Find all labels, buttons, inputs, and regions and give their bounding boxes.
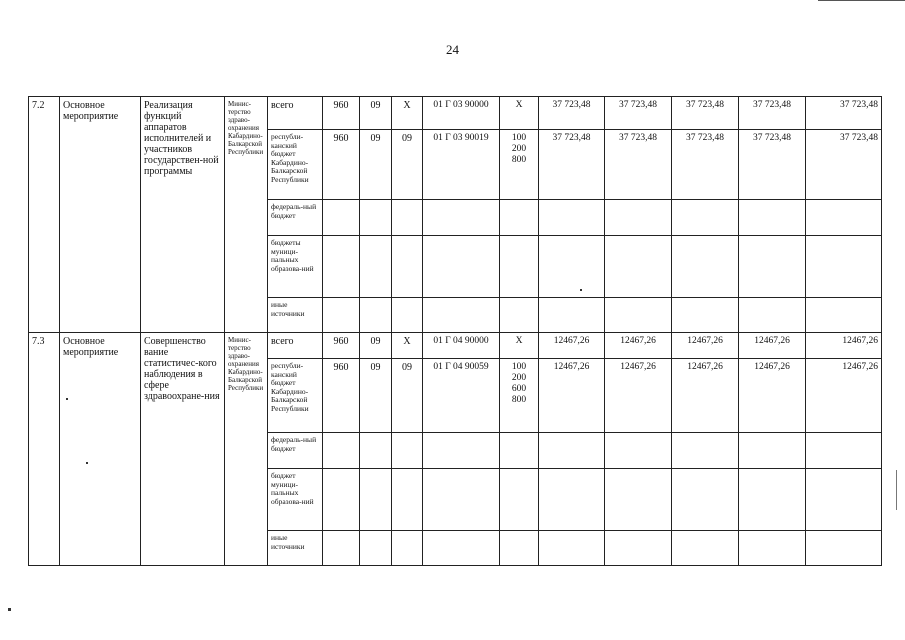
amount-year-5 [806,531,882,566]
grbs-code [323,298,360,333]
rz-code [360,200,392,236]
funding-source: республи-канский бюджет Кабардино-Балкарской Республики [268,130,323,200]
scan-speck [8,608,11,611]
vr-code-item: 800 [511,395,527,405]
amount-year-1 [539,469,605,531]
funding-source: республи-канский бюджет Кабардино-Балкарской Республики [268,359,323,433]
amount-year-4 [739,298,806,333]
rz-code: 09 [360,359,392,433]
amount-year-3: 37 723,48 [672,97,739,130]
pr-code: X [392,97,423,130]
measure-name: Совершенство вание статистичес-кого наблюдения в сфере здравоохране-ния [141,333,225,566]
amount-year-1 [539,433,605,469]
amount-year-4: 37 723,48 [739,130,806,200]
item-number: 7.2 [29,97,60,333]
scan-speck [86,462,88,464]
vr-code [500,130,539,200]
csr-code [423,298,500,333]
amount-year-4 [739,433,806,469]
csr-code: 01 Г 03 90000 [423,97,500,130]
amount-year-5: 37 723,48 [806,130,882,200]
pr-code [392,469,423,531]
amount-year-2: 37 723,48 [605,97,672,130]
amount-year-1: 37 723,48 [539,97,605,130]
vr-code [500,359,539,433]
amount-year-5 [806,298,882,333]
amount-year-1: 12467,26 [539,333,605,359]
vr-code [500,298,539,333]
rz-code: 09 [360,333,392,359]
amount-year-4: 37 723,48 [739,97,806,130]
rz-code [360,433,392,469]
vr-code-item: 100 [511,362,527,372]
pr-code [392,200,423,236]
amount-year-3 [672,200,739,236]
amount-year-5: 12467,26 [806,359,882,433]
funding-source: всего [268,97,323,130]
csr-code: 01 Г 04 90000 [423,333,500,359]
amount-year-2 [605,531,672,566]
funding-source: иные источники [268,298,323,333]
rz-code [360,298,392,333]
amount-year-2: 12467,26 [605,359,672,433]
scan-speck [580,289,582,291]
rz-code [360,236,392,298]
vr-code [500,469,539,531]
grbs-code: 960 [323,333,360,359]
table-row [29,97,882,130]
pr-code [392,298,423,333]
pr-code [392,236,423,298]
measure-type: Основное мероприятие [60,333,141,566]
csr-code: 01 Г 03 90019 [423,130,500,200]
amount-year-2: 12467,26 [605,333,672,359]
csr-code [423,531,500,566]
amount-year-1 [539,531,605,566]
amount-year-1: 12467,26 [539,359,605,433]
vr-code-item: 800 [511,155,527,165]
amount-year-3: 12467,26 [672,359,739,433]
funding-source: иные источники [268,531,323,566]
item-number: 7.3 [29,333,60,566]
amount-year-1 [539,298,605,333]
csr-code [423,433,500,469]
csr-code: 01 Г 04 90059 [423,359,500,433]
funding-source: федераль-ный бюджет [268,200,323,236]
amount-year-4: 12467,26 [739,359,806,433]
amount-year-5: 12467,26 [806,333,882,359]
rz-code [360,469,392,531]
amount-year-4 [739,469,806,531]
grbs-code [323,200,360,236]
amount-year-3 [672,469,739,531]
vr-code [500,200,539,236]
grbs-code [323,531,360,566]
vr-code-item: X [515,336,523,346]
grbs-code: 960 [323,130,360,200]
amount-year-3: 37 723,48 [672,130,739,200]
amount-year-4 [739,236,806,298]
amount-year-3 [672,236,739,298]
pr-code: X [392,333,423,359]
executor: Минис-терство здраво-охранения Кабардино-Балкарской Республики [225,333,268,566]
funding-source: бюджеты муници-пальных образова-ний [268,236,323,298]
vr-code-item: 200 [511,373,527,383]
amount-year-5 [806,469,882,531]
vr-code [500,236,539,298]
program-funding-table [28,96,882,566]
vr-code [500,333,539,359]
pr-code: 09 [392,130,423,200]
vr-code [500,531,539,566]
amount-year-3 [672,531,739,566]
amount-year-3 [672,298,739,333]
grbs-code [323,433,360,469]
amount-year-2 [605,298,672,333]
executor: Минис-терство здраво-охранения Кабардино-Балкарской Республики [225,97,268,333]
scan-edge-line [896,470,897,510]
amount-year-2 [605,200,672,236]
measure-name: Реализация функций аппаратов исполнителей и участников государствен-ной программы [141,97,225,333]
pr-code [392,531,423,566]
scan-speck [66,398,68,400]
funding-source: федераль-ный бюджет [268,433,323,469]
vr-code [500,97,539,130]
amount-year-4: 12467,26 [739,333,806,359]
amount-year-3: 12467,26 [672,333,739,359]
amount-year-5 [806,200,882,236]
amount-year-2 [605,433,672,469]
page-number: 24 [446,42,459,57]
amount-year-1 [539,200,605,236]
csr-code [423,469,500,531]
grbs-code [323,236,360,298]
rz-code: 09 [360,130,392,200]
scan-edge-line [818,0,905,1]
grbs-code: 960 [323,97,360,130]
amount-year-5: 37 723,48 [806,97,882,130]
csr-code [423,200,500,236]
funding-source: всего [268,333,323,359]
amount-year-4 [739,531,806,566]
amount-year-2 [605,236,672,298]
amount-year-5 [806,236,882,298]
amount-year-1 [539,236,605,298]
grbs-code: 960 [323,359,360,433]
grbs-code [323,469,360,531]
vr-code-item: 200 [511,144,527,154]
amount-year-2 [605,469,672,531]
amount-year-2: 37 723,48 [605,130,672,200]
amount-year-4 [739,200,806,236]
funding-source: бюджет муници-пальных образова-ний [268,469,323,531]
amount-year-5 [806,433,882,469]
vr-code-item: X [515,100,523,110]
table-row [29,333,882,359]
amount-year-3 [672,433,739,469]
vr-code-item: 100 [511,133,527,143]
amount-year-1: 37 723,48 [539,130,605,200]
pr-code [392,433,423,469]
csr-code [423,236,500,298]
measure-type: Основное мероприятие [60,97,141,333]
pr-code: 09 [392,359,423,433]
rz-code [360,531,392,566]
rz-code: 09 [360,97,392,130]
vr-code-item: 600 [511,384,527,394]
vr-code [500,433,539,469]
